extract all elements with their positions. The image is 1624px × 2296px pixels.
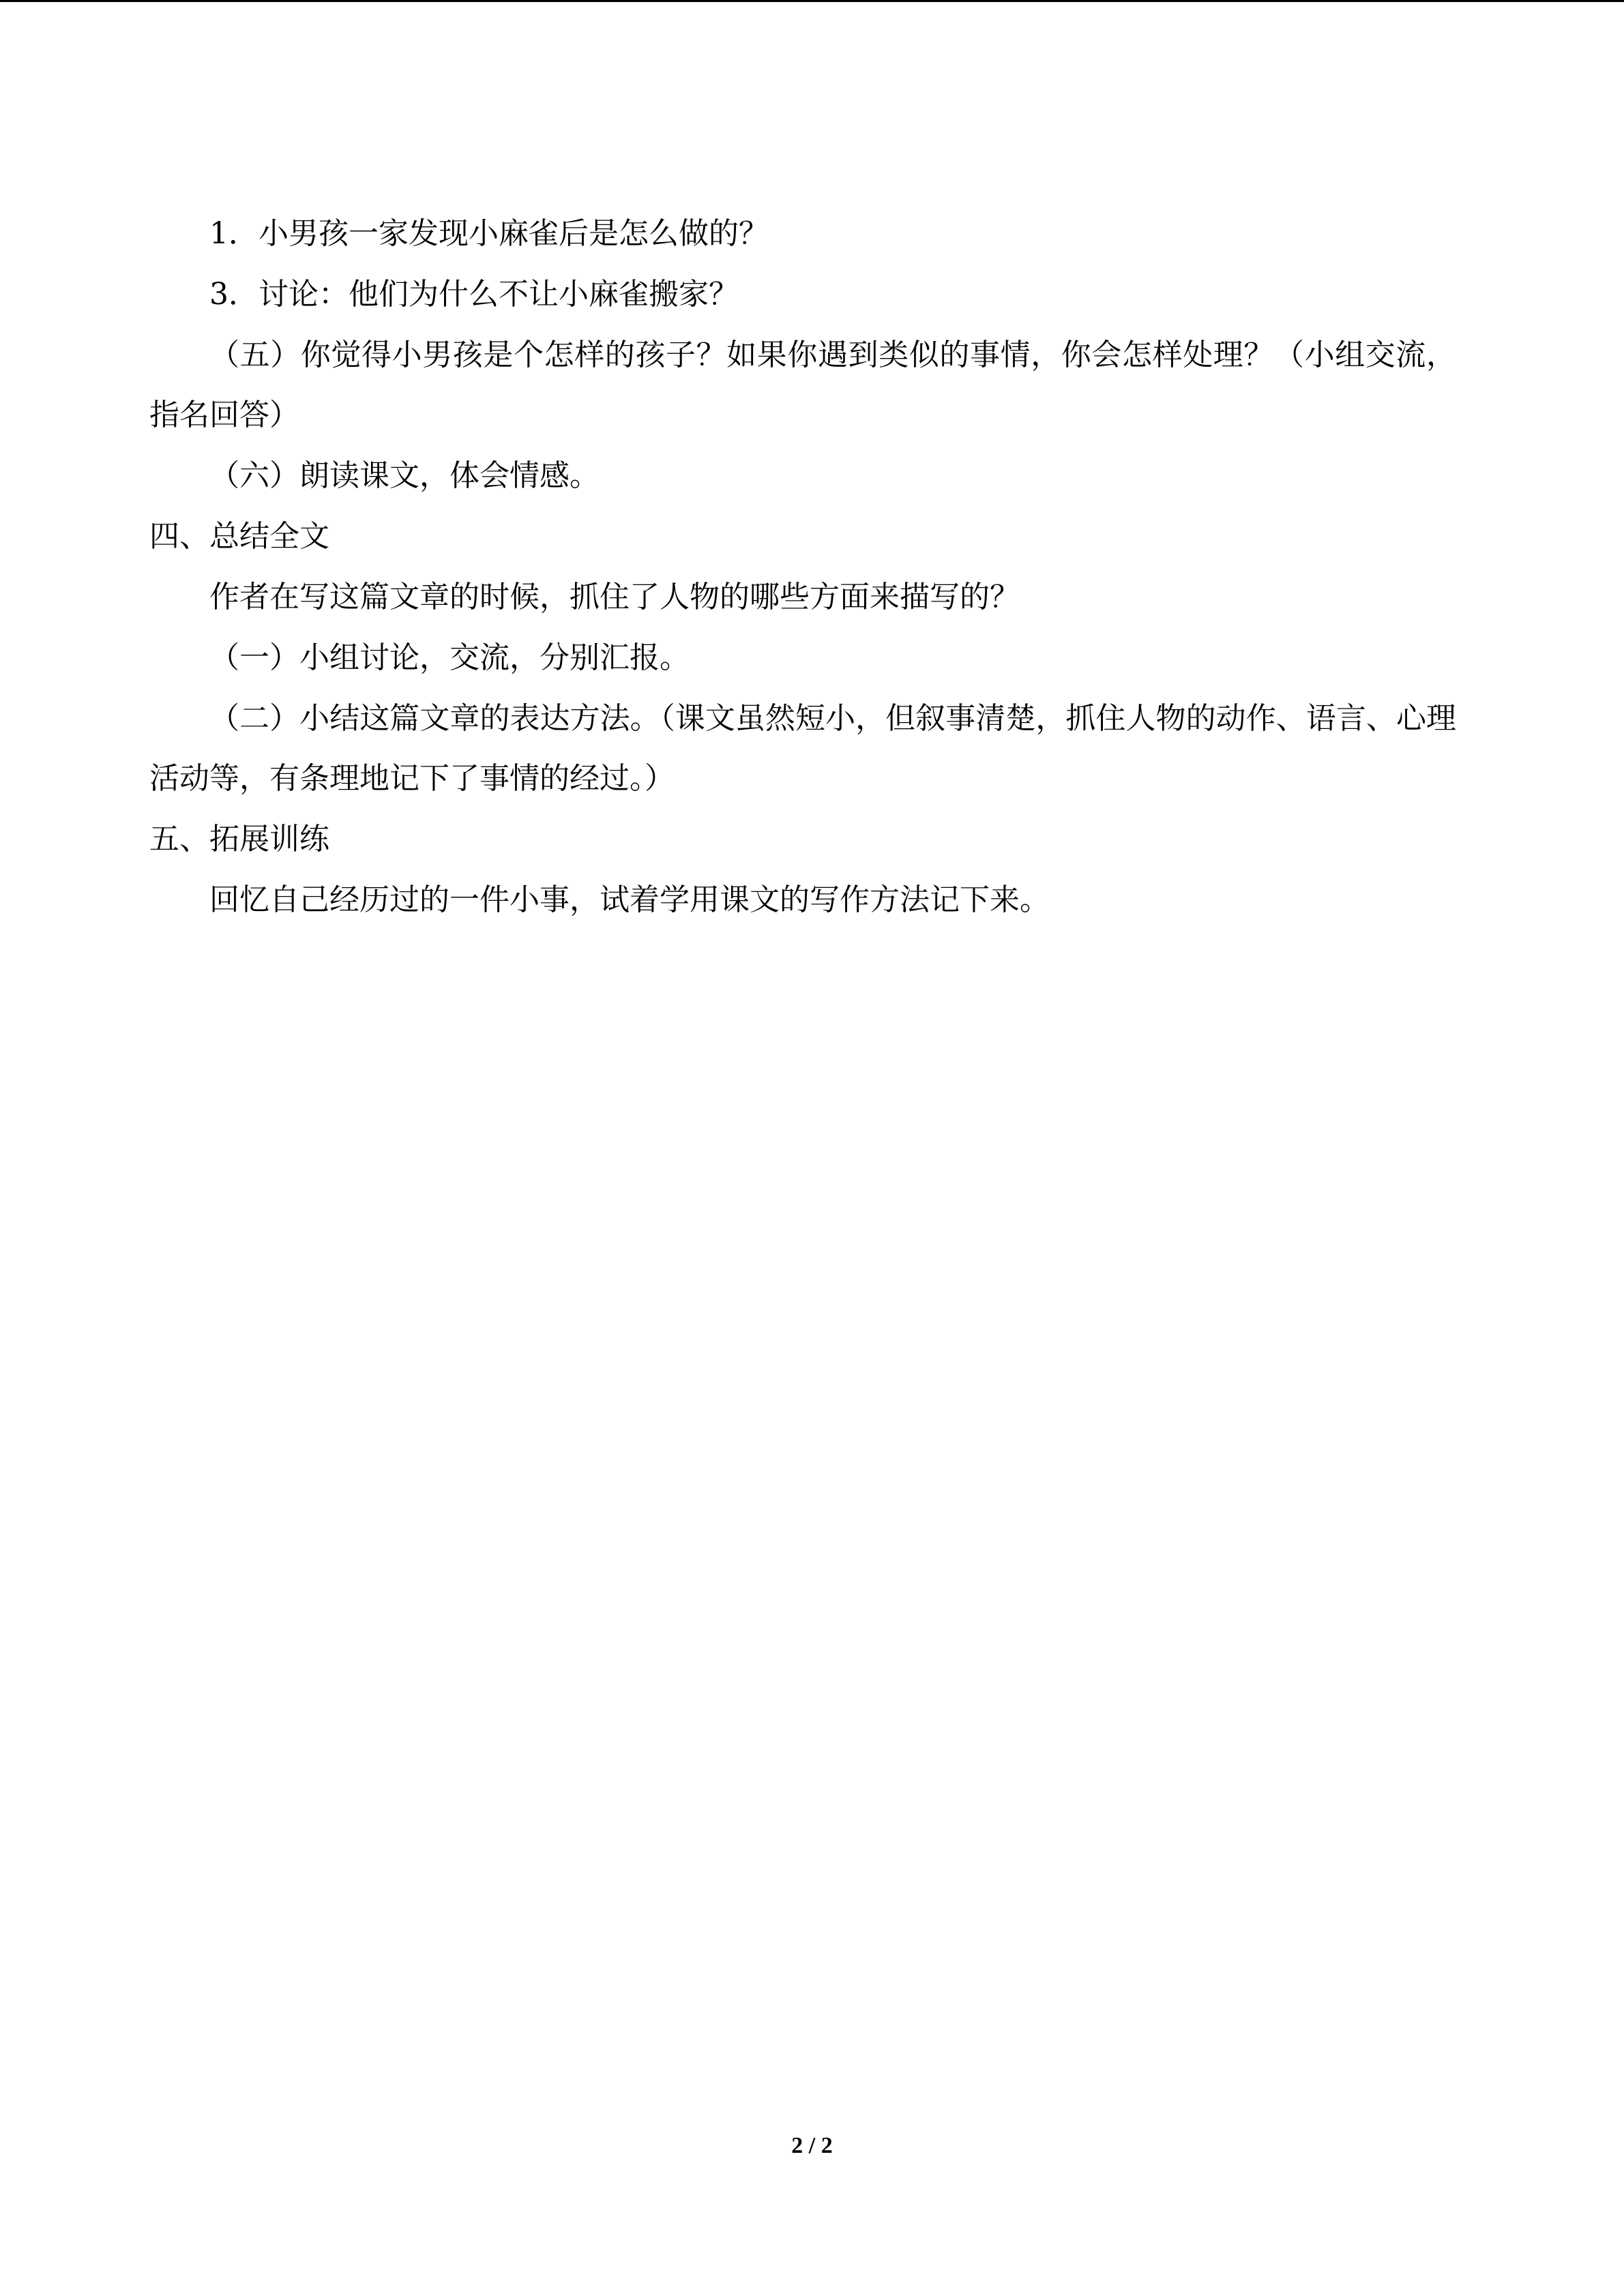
paragraph-two: [149, 689, 1456, 815]
section-five-task: 回忆自己经历过的一件小事，试着学用课文的写作方法记下来。: [209, 882, 1050, 917]
document-body: [149, 210, 1456, 937]
paragraph-five: [149, 325, 1456, 451]
section-heading-four: 四、总结全文: [149, 519, 329, 554]
paragraph-one: （一）小组讨论，交流，分别汇报。: [209, 640, 690, 675]
section-heading-five: 五、拓展训练: [149, 822, 329, 856]
page-top-border: [0, 0, 1624, 2]
page-number: 2 / 2: [791, 2133, 833, 2158]
question-line-3: 3．讨论：他们为什么不让小麻雀搬家？: [209, 277, 739, 312]
paragraph-five-text: （五）你觉得小男孩是个怎样的孩子？如果你遇到类似的事情，你会怎样处理？（小组交流，指名回答）: [149, 338, 1456, 432]
paragraph-six: （六）朗读课文，体会情感。: [209, 458, 600, 493]
question-line-1: 1．小男孩一家发现小麻雀后是怎么做的？: [209, 216, 769, 251]
section-four-question: 作者在写这篇文章的时候，抓住了人物的哪些方面来描写的？: [209, 580, 1020, 614]
paragraph-two-text: （二）小结这篇文章的表达方法。（课文虽然短小，但叙事清楚，抓住人物的动作、语言、心理活动等，有条理地记下了事情的经过。）: [149, 701, 1456, 796]
